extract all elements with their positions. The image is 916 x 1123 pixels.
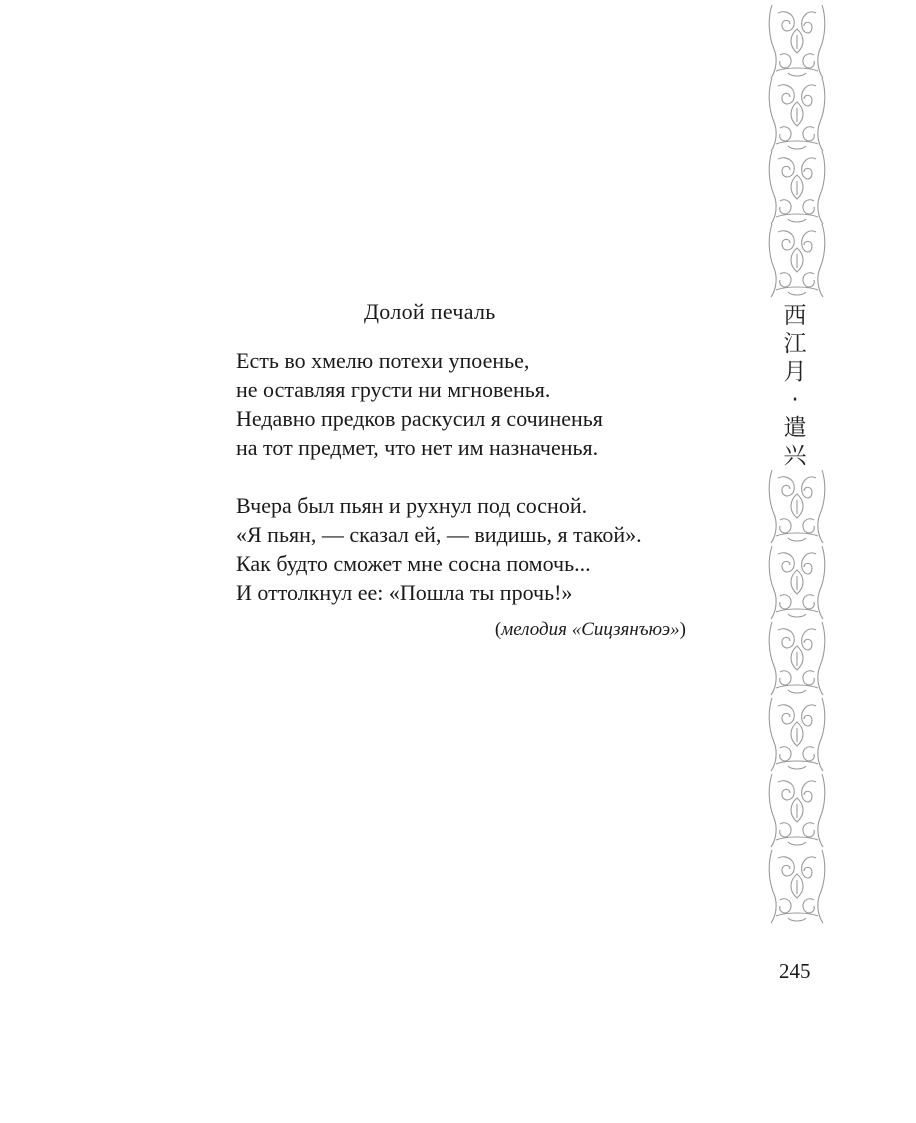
poem-stanza-1 — [236, 346, 603, 462]
floral-scroll-border-icon — [766, 470, 828, 928]
melody-paren-close: ) — [679, 619, 686, 640]
chinese-char: 月 — [783, 359, 807, 385]
melody-name: мелодия «Сицзянъюэ» — [501, 619, 680, 640]
chinese-char: · — [791, 387, 799, 413]
poem-line: «Я пьян, — сказал ей, — видишь, я такой». — [236, 522, 642, 547]
poem-line: Вчера был пьян и рухнул под сосной. — [236, 493, 588, 518]
poem-line: Есть во хмелю потехи упоенье, — [236, 348, 530, 373]
poem-title: Долой печаль — [364, 299, 496, 324]
poem-line: И оттолкнул ее: «Пошла ты прочь!» — [236, 580, 573, 605]
chinese-char: 兴 — [783, 443, 807, 469]
poem-line: Недавно предков раскусил я сочиненья — [236, 406, 603, 431]
chinese-char: 西 — [783, 303, 807, 329]
chinese-char: 遣 — [783, 415, 807, 441]
poem-line: на тот предмет, что нет им назначенья. — [236, 435, 599, 460]
melody-paren-open: ( — [494, 619, 502, 640]
chinese-char: 江 — [783, 331, 807, 357]
poem-line: не оставляя грусти ни мгновенья. — [236, 377, 551, 402]
poem-stanza-2 — [236, 491, 642, 607]
melody-attribution — [495, 619, 686, 641]
page-number: 245 — [779, 959, 811, 983]
poem-line: Как будто сможет мне сосна помочь... — [236, 551, 591, 576]
chinese-title-vertical — [779, 302, 811, 470]
floral-scroll-border-icon — [766, 5, 828, 298]
